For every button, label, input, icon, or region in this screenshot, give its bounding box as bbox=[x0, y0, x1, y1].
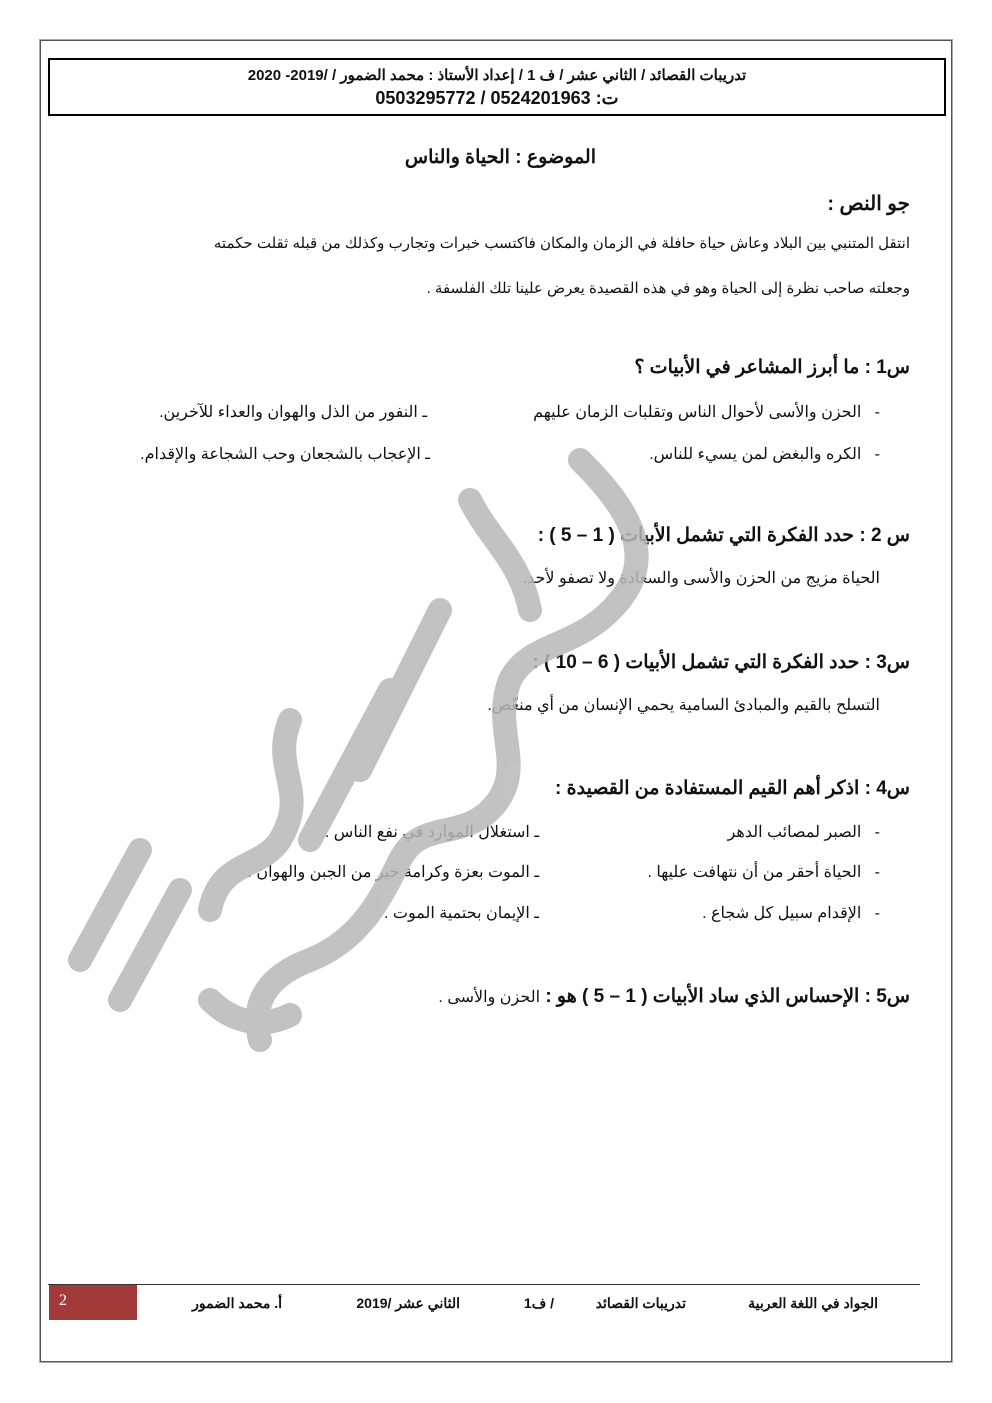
page-number-badge: 2 bbox=[49, 1285, 137, 1320]
context-line-1: انتقل المتنبي بين البلاد وعاش حياة حافلة في الزمان والمكان فاكتسب خبرات وتجارب وكذلك من قبله ثقلت حكمته bbox=[213, 235, 910, 252]
footer-series: تدريبات القصائد bbox=[595, 1295, 686, 1311]
q1-right-item-2: - الكره والبغض لمن يسيء للناس. bbox=[649, 446, 880, 463]
question-2: س 2 : حدد الفكرة التي تشمل الأبيات ( 1 – 5 ) : bbox=[537, 525, 910, 546]
q4-right-item-2: - الحياة أحقر من أن نتهافت عليها . bbox=[647, 864, 880, 881]
footer-term: / ف1 bbox=[523, 1295, 554, 1311]
q4-right-item-3: - الإقدام سبيل كل شجاع . bbox=[702, 905, 880, 922]
q1-right-item-1: - الحزن والأسى لأحوال الناس وتقلبات الزمان عليهم bbox=[533, 404, 880, 421]
q1-left-item-2: ـ الإعجاب بالشجعان وحب الشجاعة والإقدام. bbox=[140, 446, 430, 463]
topic-title: الموضوع : الحياة والناس bbox=[404, 147, 596, 168]
header-line-1: تدريبات القصائد / الثاني عشر / ف 1 / إعداد الأستاذ : محمد الضمور / /2019- 2020 bbox=[247, 67, 747, 84]
header-box bbox=[48, 58, 946, 116]
question-3: س3 : حدد الفكرة التي تشمل الأبيات ( 6 – 10 ) : bbox=[532, 652, 910, 673]
question-5: س5 : الإحساس الذي ساد الأبيات ( 1 – 5 ) هو : الحزن والأسى . bbox=[438, 986, 910, 1007]
footer-teacher: أ. محمد الضمور bbox=[192, 1295, 282, 1311]
q5-answer: الحزن والأسى . bbox=[438, 989, 541, 1006]
q4-right-item-1: - الصبر لمصائب الدهر bbox=[727, 824, 880, 841]
question-1: س1 : ما أبرز المشاعر في الأبيات ؟ bbox=[634, 357, 910, 378]
footer-subject: الجواد في اللغة العربية bbox=[748, 1295, 878, 1311]
q1-left-item-1: ـ النفور من الذل والهوان والعداء للآخرين. bbox=[159, 404, 427, 421]
footer-grade: الثاني عشر /2019 bbox=[356, 1295, 460, 1311]
q4-left-item-2: ـ الموت بعزة وكرامة خير من الجبن والهوان . bbox=[247, 864, 539, 881]
q3-answer: التسلح بالقيم والمبادئ السامية يحمي الإنسان من أي منغّص. bbox=[487, 697, 880, 714]
q4-left-item-1: ـ استغلال الموارد في نفع الناس . bbox=[324, 824, 539, 841]
context-heading: جو النص : bbox=[827, 193, 910, 215]
q4-left-item-3: ـ الإيمان بحتمية الموت . bbox=[384, 905, 539, 922]
context-line-2: وجعلته صاحب نظرة إلى الحياة وهو في هذه القصيدة يعرض علينا تلك الفلسفة . bbox=[426, 280, 910, 297]
q2-answer: الحياة مزيج من الحزن والأسى والسعادة ولا تصفو لأحد. bbox=[522, 570, 880, 587]
header-phone-line: ت: 0524201963 / 0503295772 bbox=[375, 88, 619, 108]
question-4: س4 : اذكر أهم القيم المستفادة من القصيدة : bbox=[555, 778, 910, 799]
footer-divider bbox=[48, 1284, 920, 1285]
